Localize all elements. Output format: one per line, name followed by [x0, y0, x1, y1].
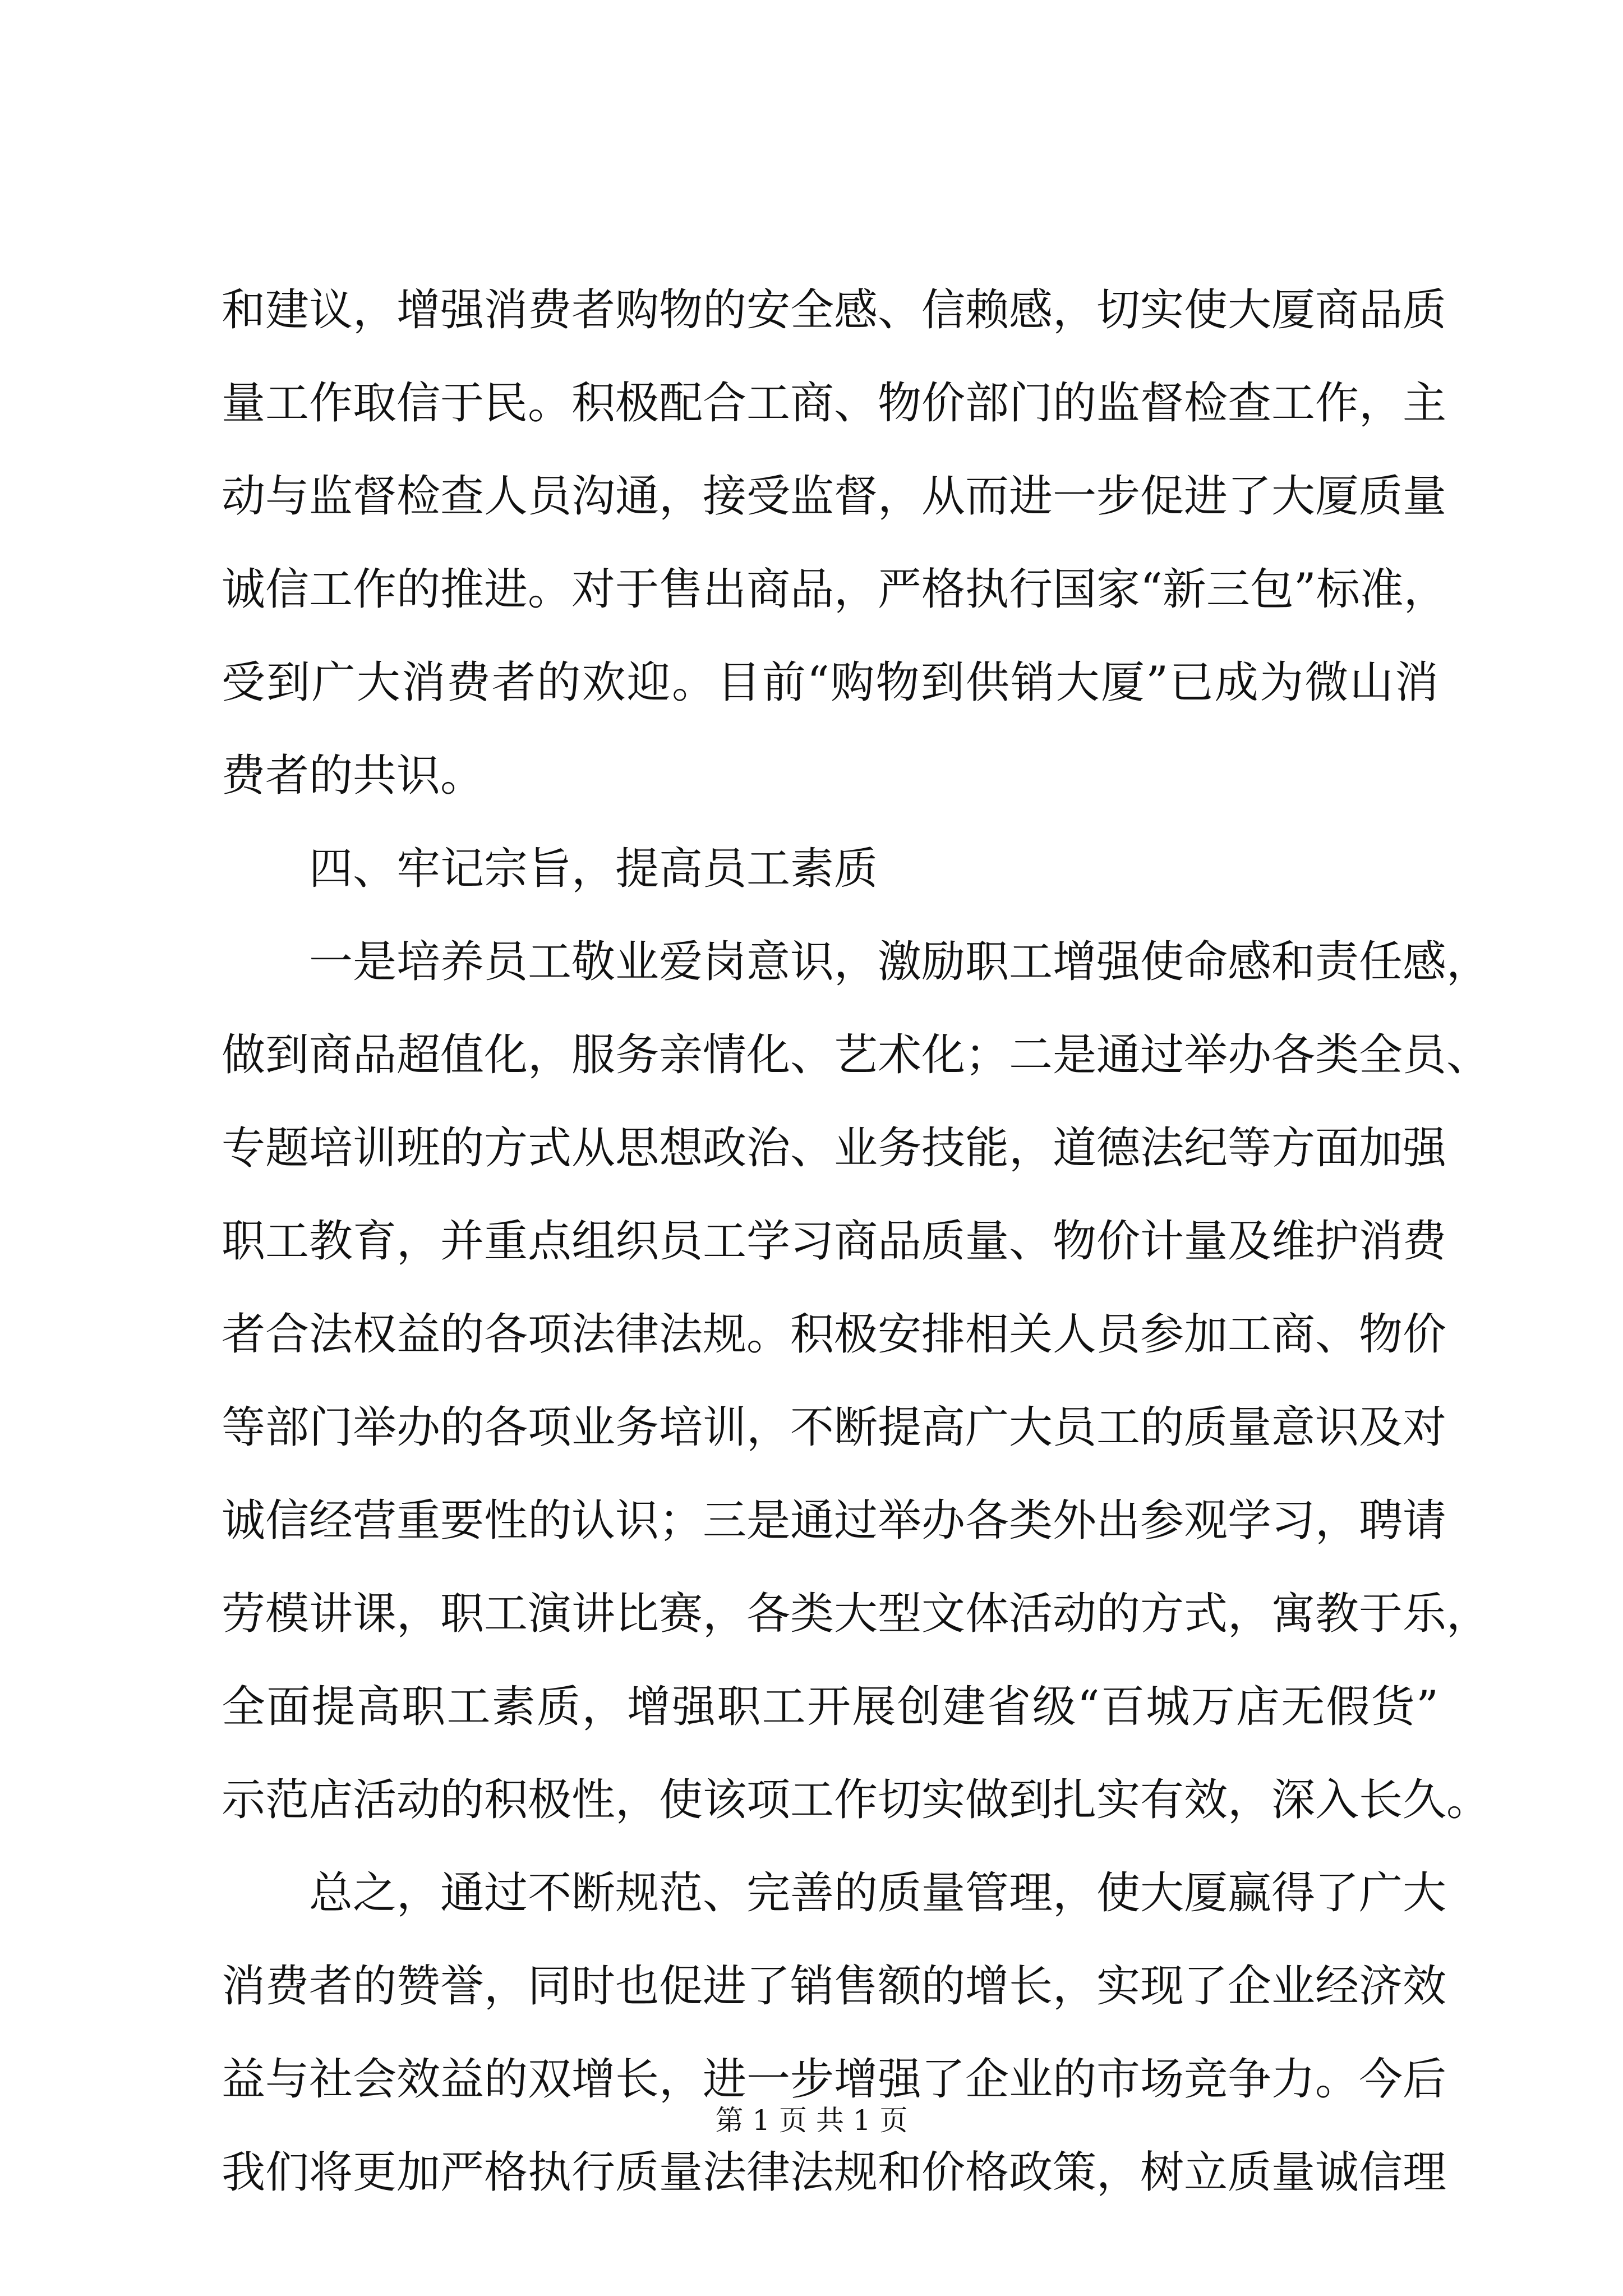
section-heading: 四、牢记宗旨，提高员工素质	[309, 844, 878, 894]
paragraph-line: 诚信工作的推进。对于售出商品，严格执行国家“新三包”标准，	[222, 564, 1447, 615]
paragraph-line: 者合法权益的各项法律法规。积极安排相关人员参加工商、物价	[222, 1309, 1447, 1360]
paragraph-line: 消费者的赞誉，同时也促进了销售额的增长，实现了企业经济效	[222, 1961, 1447, 2012]
paragraph-line: 等部门举办的各项业务培训，不断提高广大员工的质量意识及对	[222, 1402, 1447, 1453]
paragraph-line: 量工作取信于民。积极配合工商、物价部门的监督检查工作，主	[222, 378, 1447, 429]
paragraph-line: 一是培养员工敬业爱岗意识，激励职工增强使命感和责任感，	[309, 937, 1491, 987]
paragraph-line: 劳模讲课，职工演讲比赛，各类大型文体活动的方式，寓教于乐，	[222, 1589, 1491, 1639]
paragraph-line: 我们将更加严格执行质量法律法规和价格政策，树立质量诚信理	[222, 2147, 1447, 2198]
paragraph-line: 专题培训班的方式从思想政治、业务技能，道德法纪等方面加强	[222, 1123, 1447, 1174]
paragraph-line: 和建议，增强消费者购物的安全感、信赖感，切实使大厦商品质	[222, 285, 1447, 335]
page-footer: 第 1 页 共 1 页	[715, 2104, 908, 2137]
paragraph-line: 受到广大消费者的欢迎。目前“购物到供销大厦”已成为微山消	[222, 657, 1438, 708]
paragraph-line: 总之，通过不断规范、完善的质量管理，使大厦赢得了广大	[309, 1868, 1447, 1918]
paragraph-line: 益与社会效益的双增长，进一步增强了企业的市场竞争力。今后	[222, 2054, 1447, 2105]
paragraph-line: 动与监督检查人员沟通，接受监督，从而进一步促进了大厦质量	[222, 471, 1447, 522]
paragraph-line: 职工教育，并重点组织员工学习商品质量、物价计量及维护消费	[222, 1216, 1447, 1267]
paragraph-line: 示范店活动的积极性，使该项工作切实做到扎实有效，深入长久。	[222, 1775, 1491, 1825]
paragraph-line: 全面提高职工素质，增强职工开展创建省级“百城万店无假货”	[222, 1682, 1438, 1732]
paragraph-line: 做到商品超值化，服务亲情化、艺术化；二是通过举办各类全员、	[222, 1030, 1491, 1080]
document-body	[222, 264, 1491, 2219]
paragraph-line: 费者的共识。	[222, 751, 485, 801]
paragraph-line: 诚信经营重要性的认识；三是通过举办各类外出参观学习，聘请	[222, 1496, 1447, 1546]
